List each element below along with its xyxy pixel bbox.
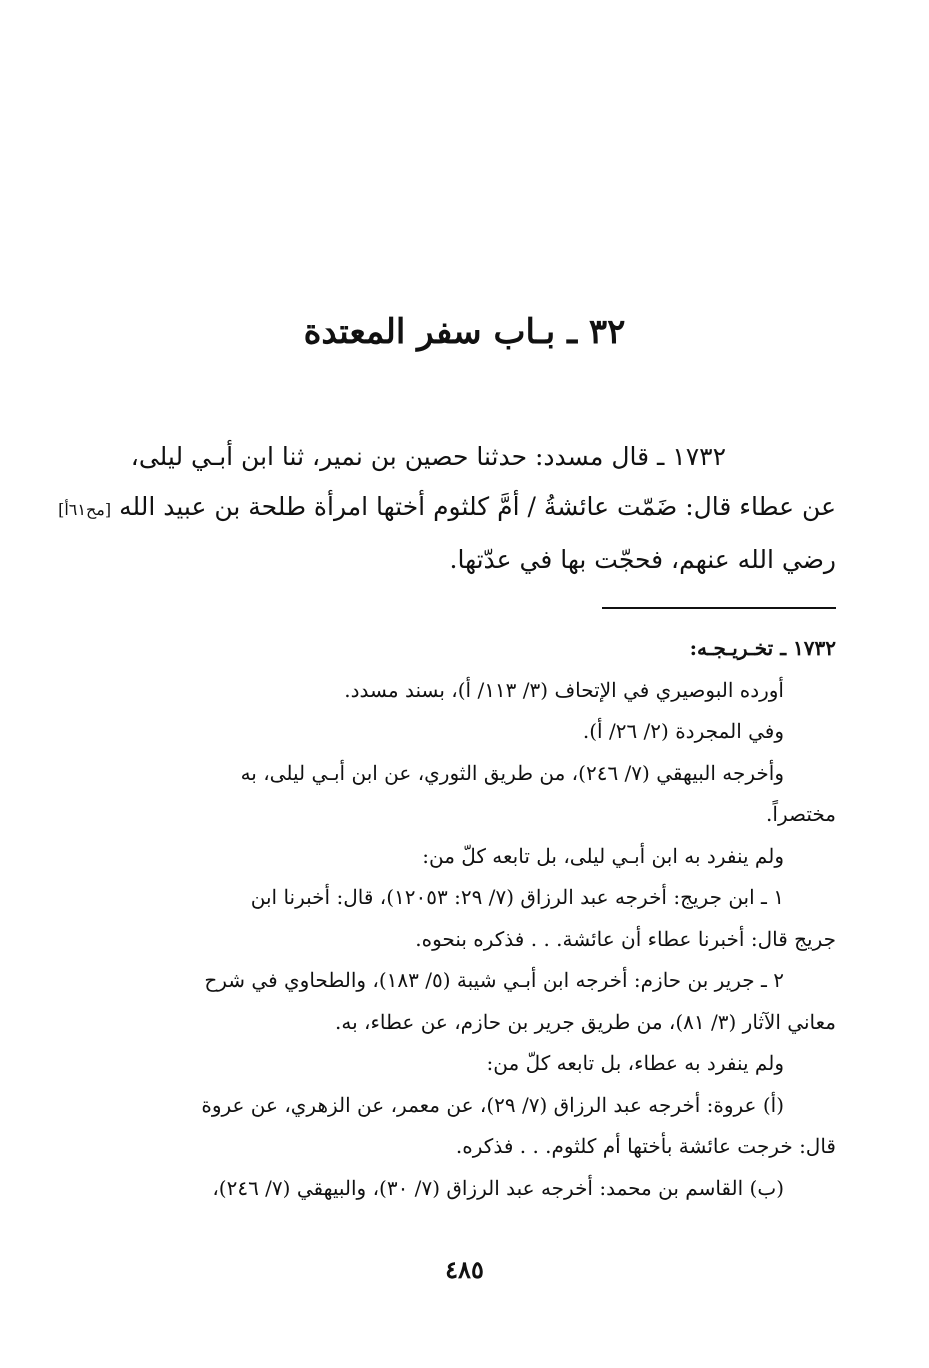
note-line: (أ) عروة: أخرجه عبد الرزاق (٧/ ٢٩)، عن معمر، عن الزهري، عن عروة (201, 1092, 784, 1117)
note-line: ١ ـ ابن جريج: أخرجه عبد الرزاق (٧/ ٢٩: ١٢٠٥٣)، قال: أخبرنا ابن (250, 885, 784, 909)
note-line: جريج قال: أخبرنا عطاء أن عائشة. . . فذكره بنحوه. (415, 926, 836, 951)
note-line: أورده البوصيري في الإتحاف (٣/ ١١٣/ أ)، بسند مسدد. (344, 677, 784, 702)
note-line: ولم ينفرد به عطاء، بل تابعه كلّ من: (486, 1051, 784, 1075)
note-line: وفي المجردة (٢/ ٢٦/ أ). (582, 719, 784, 743)
hadith-line-3: رضي الله عنهم، فحجّت بها في عدّتها. (449, 545, 836, 574)
footnote-divider (602, 607, 836, 609)
hadith-line-2 (58, 482, 836, 535)
note-line: ٢ ـ جرير بن حازم: أخرجه ابن أبـي شيبة (٥/ ١٨٣)، والطحاوي في شرح (204, 968, 784, 992)
takhrij-notes (112, 628, 836, 1209)
note-line: (ب) القاسم بن محمد: أخرجه عبد الرزاق (٧/ ٣٠)، والبيهقي (٧/ ٢٤٦)، (212, 1175, 784, 1200)
page-number: ٤٨٥ (445, 1255, 484, 1284)
manuscript-marker: [مح٦١أ] (58, 500, 112, 519)
note-line: وأخرجه البيهقي (٧/ ٢٤٦)، من طريق الثوري، عن ابن أبـي ليلى، به (240, 760, 784, 785)
note-line: مختصراً. (766, 802, 836, 826)
hadith-line-2-text: عن عطاء قال: ضَمّت عائشةُ / أمَّ كلثوم أختها امرأة طلحة بن عبيد الله (119, 492, 836, 521)
chapter-title: ٣٢ ـ بـاب سفر المعتدة (303, 312, 626, 352)
note-line: ولم ينفرد به ابن أبـي ليلى، بل تابعه كلّ من: (422, 843, 784, 868)
note-line: قال: خرجت عائشة بأختها أم كلثوم. . . فذكره. (455, 1134, 836, 1158)
hadith-text (58, 432, 836, 585)
note-line: معاني الآثار (٣/ ٨١)، من طريق جرير بن حازم، عن عطاء، به. (335, 1009, 836, 1034)
notes-heading: ١٧٣٢ ـ تخـريـجـه: (689, 636, 836, 660)
hadith-line-1: ١٧٣٢ ـ قال مسدد: حدثنا حصين بن نمير، ثنا ابن أبـي ليلى، (130, 442, 726, 471)
